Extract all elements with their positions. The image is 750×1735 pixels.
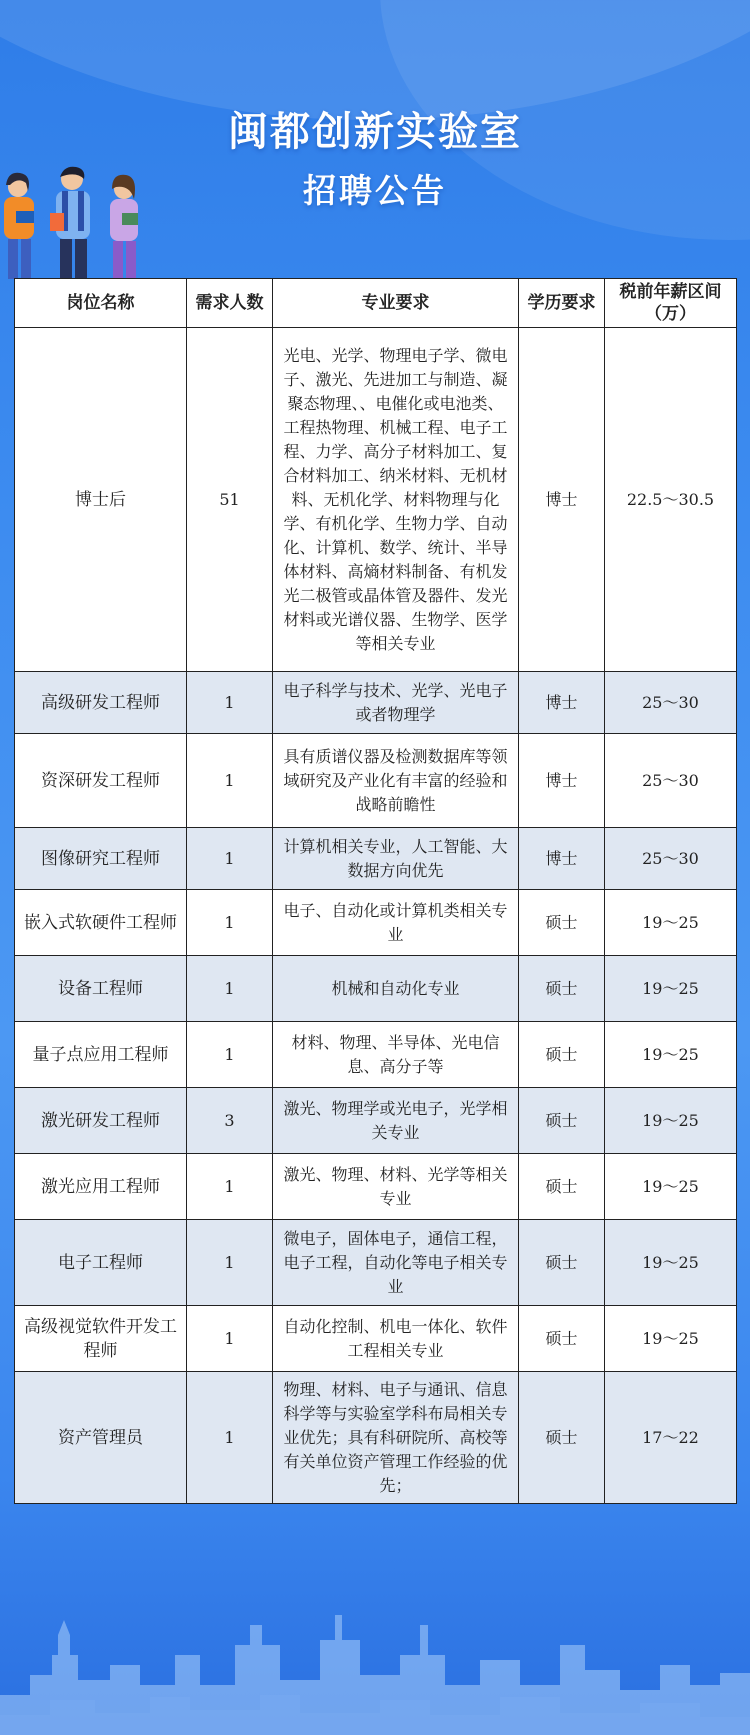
column-header-major: 专业要求 bbox=[273, 279, 519, 328]
cell-major: 激光、物理学或光电子，光学相关专业 bbox=[273, 1088, 519, 1154]
cell-position: 嵌入式软硬件工程师 bbox=[15, 890, 187, 956]
column-header-count: 需求人数 bbox=[187, 279, 273, 328]
cell-major: 电子、自动化或计算机类相关专业 bbox=[273, 890, 519, 956]
cell-salary: 19～25 bbox=[605, 890, 737, 956]
table-row bbox=[15, 328, 737, 672]
cell-degree: 博士 bbox=[519, 828, 605, 890]
cell-degree: 硕士 bbox=[519, 1154, 605, 1220]
cell-major: 具有质谱仪器及检测数据库等领域研究及产业化有丰富的经验和战略前瞻性 bbox=[273, 734, 519, 828]
table-row bbox=[15, 1022, 737, 1088]
cell-position: 激光研发工程师 bbox=[15, 1088, 187, 1154]
cell-position: 资产管理员 bbox=[15, 1372, 187, 1504]
column-header-salary: 税前年薪区间（万） bbox=[605, 279, 737, 328]
cell-degree: 博士 bbox=[519, 672, 605, 734]
cell-major: 微电子，固体电子，通信工程，电子工程，自动化等电子相关专业 bbox=[273, 1220, 519, 1306]
cell-salary: 19～25 bbox=[605, 1220, 737, 1306]
cell-major: 电子科学与技术、光学、光电子或者物理学 bbox=[273, 672, 519, 734]
column-header-position: 岗位名称 bbox=[15, 279, 187, 328]
table-row bbox=[15, 956, 737, 1022]
cell-position: 资深研发工程师 bbox=[15, 734, 187, 828]
city-skyline-icon bbox=[0, 1585, 750, 1735]
cell-count: 1 bbox=[187, 1372, 273, 1504]
page-subtitle: 招聘公告 bbox=[303, 171, 447, 210]
cell-major: 机械和自动化专业 bbox=[273, 956, 519, 1022]
cell-position: 高级研发工程师 bbox=[15, 672, 187, 734]
cell-degree: 硕士 bbox=[519, 1306, 605, 1372]
cell-degree: 博士 bbox=[519, 734, 605, 828]
cell-major: 物理、材料、电子与通讯、信息科学等与实验室学科布局相关专业优先；具有科研院所、高校等有关单位资产管理工作经验的优先； bbox=[273, 1372, 519, 1504]
cell-degree: 硕士 bbox=[519, 1022, 605, 1088]
cell-salary: 17～22 bbox=[605, 1372, 737, 1504]
cell-salary: 19～25 bbox=[605, 1154, 737, 1220]
cell-count: 1 bbox=[187, 1220, 273, 1306]
cell-salary: 25～30 bbox=[605, 734, 737, 828]
cell-position: 设备工程师 bbox=[15, 956, 187, 1022]
cell-salary: 19～25 bbox=[605, 1088, 737, 1154]
cell-count: 3 bbox=[187, 1088, 273, 1154]
table-row bbox=[15, 890, 737, 956]
column-header-degree: 学历要求 bbox=[519, 279, 605, 328]
cell-major: 光电、光学、物理电子学、微电子、激光、先进加工与制造、凝聚态物理、、电催化或电池类、工程热物理、机械工程、电子工程、力学、高分子材料加工、复合材料加工、纳米材料、无机材料、无机化学、材料物理与化学、有机化学、生物力学、自动化、计算机、数学、统计、半导体材料、高熵材料制备、有机发光二极管或晶体管及器件、发光材料或光谱仪器、生物学、医学等相关专业 bbox=[273, 328, 519, 672]
table-row bbox=[15, 1306, 737, 1372]
cell-count: 1 bbox=[187, 1154, 273, 1220]
cell-count: 51 bbox=[187, 328, 273, 672]
cell-major: 计算机相关专业，人工智能、大数据方向优先 bbox=[273, 828, 519, 890]
cell-degree: 硕士 bbox=[519, 1088, 605, 1154]
table-row bbox=[15, 1088, 737, 1154]
page-title: 闽都创新实验室 bbox=[228, 109, 522, 155]
cell-count: 1 bbox=[187, 734, 273, 828]
cell-salary: 19～25 bbox=[605, 1022, 737, 1088]
cell-salary: 19～25 bbox=[605, 1306, 737, 1372]
cell-degree: 硕士 bbox=[519, 890, 605, 956]
table-row bbox=[15, 1220, 737, 1306]
cell-position: 量子点应用工程师 bbox=[15, 1022, 187, 1088]
cell-salary: 25～30 bbox=[605, 672, 737, 734]
cell-count: 1 bbox=[187, 672, 273, 734]
recruitment-table bbox=[14, 278, 737, 1504]
cell-major: 自动化控制、机电一体化、软件工程相关专业 bbox=[273, 1306, 519, 1372]
table-header-row bbox=[15, 279, 737, 328]
cell-major: 激光、物理、材料、光学等相关专业 bbox=[273, 1154, 519, 1220]
cell-count: 1 bbox=[187, 1022, 273, 1088]
table-row bbox=[15, 1154, 737, 1220]
cell-degree: 硕士 bbox=[519, 1372, 605, 1504]
cell-major: 材料、物理、半导体、光电信息、高分子等 bbox=[273, 1022, 519, 1088]
cell-position: 激光应用工程师 bbox=[15, 1154, 187, 1220]
cell-position: 高级视觉软件开发工程师 bbox=[15, 1306, 187, 1372]
cell-salary: 19～25 bbox=[605, 956, 737, 1022]
cell-salary: 25～30 bbox=[605, 828, 737, 890]
cell-degree: 硕士 bbox=[519, 956, 605, 1022]
cell-position: 图像研究工程师 bbox=[15, 828, 187, 890]
cell-count: 1 bbox=[187, 828, 273, 890]
table-row bbox=[15, 672, 737, 734]
cell-salary: 22.5～30.5 bbox=[605, 328, 737, 672]
cell-degree: 博士 bbox=[519, 328, 605, 672]
table-row bbox=[15, 1372, 737, 1504]
table-row bbox=[15, 828, 737, 890]
students-illustration-icon bbox=[0, 165, 150, 280]
cell-count: 1 bbox=[187, 890, 273, 956]
cell-position: 博士后 bbox=[15, 328, 187, 672]
cell-degree: 硕士 bbox=[519, 1220, 605, 1306]
cell-count: 1 bbox=[187, 956, 273, 1022]
cell-position: 电子工程师 bbox=[15, 1220, 187, 1306]
table-row bbox=[15, 734, 737, 828]
cell-count: 1 bbox=[187, 1306, 273, 1372]
